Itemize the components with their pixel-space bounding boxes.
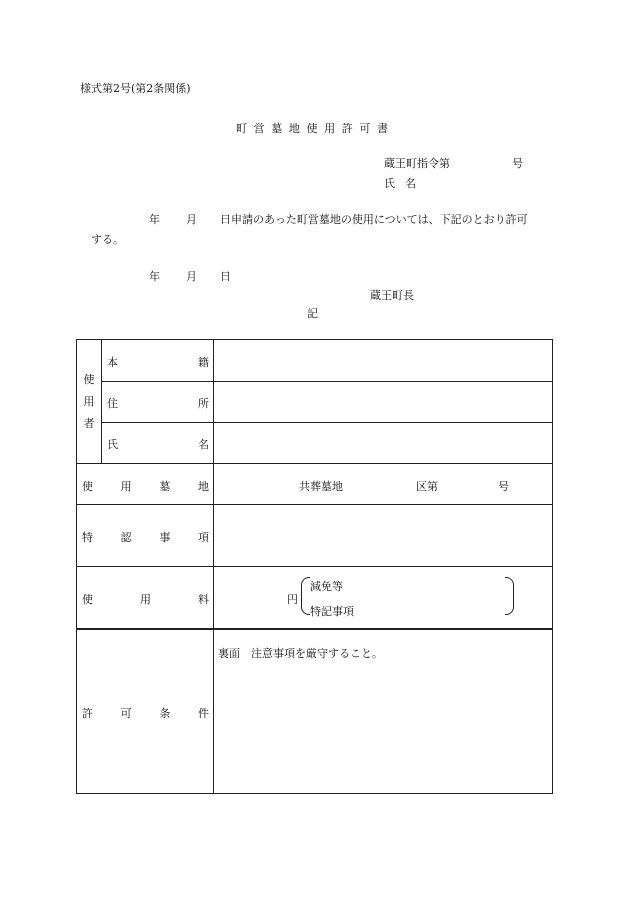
left-brace [301,577,310,615]
title-char: 可 [359,122,371,135]
fee-yen: 円 [287,593,298,606]
label-char: 件 [197,707,209,720]
row-divider [101,422,552,423]
label-char: 用 [120,480,132,493]
permit-number-prefix: 蔵王町指令第 [384,157,450,170]
label-char: 使 [82,480,93,493]
conditions-label [82,705,209,721]
name-char: 氏 [384,177,395,190]
label-char: 項 [197,531,209,544]
user-group-label [77,371,101,431]
col-divider [213,340,214,793]
recipient-name-label [384,175,416,191]
label-char: 条 [159,707,171,720]
body-month: 月 [186,213,197,226]
fee-special-note: 特記事項 [310,605,354,618]
special-approval-label [82,529,209,545]
permit-number-suffix: 号 [512,157,523,170]
label-char: 地 [197,480,209,493]
fee-label [82,591,209,607]
label-char: 籍 [198,356,209,369]
row-divider [77,566,552,567]
right-brace [505,577,514,615]
label-char: 料 [198,593,209,606]
title-char: 使 [306,122,318,135]
name-label [107,436,209,452]
row-divider [101,381,552,382]
title-char: 許 [341,122,353,135]
col-divider [101,340,102,463]
ki-heading: 記 [307,307,318,320]
label-char: 名 [198,438,209,451]
label-char: 許 [82,707,93,720]
body-text-line1: 日申請のあった町営墓地の使用については、下記のとおり許可 [220,213,528,226]
title-char: 地 [288,122,300,135]
user-group-char: 者 [83,417,95,430]
date-month: 月 [186,270,197,283]
label-char: 認 [120,531,132,544]
plot-shared-grave: 共葬墓地 [299,480,343,493]
row-divider [77,628,552,630]
row-divider [77,463,552,464]
label-char: 可 [120,707,132,720]
title-char: 書 [377,122,388,135]
issuer: 蔵王町長 [370,289,414,302]
plot-label [82,478,209,494]
label-char: 墓 [159,480,171,493]
label-char: 特 [82,531,93,544]
title-char: 営 [253,122,265,135]
label-char: 所 [198,397,209,410]
label-char: 事 [159,531,171,544]
fee-exemption: 減免等 [310,580,343,593]
address-label [107,395,209,411]
label-char: 用 [140,593,151,606]
user-group-char: 使 [83,373,95,386]
title-char: 町 [236,122,247,135]
body-text-line2: する。 [91,233,124,246]
label-char: 本 [107,356,118,369]
name-char: 名 [405,177,416,190]
user-group-char: 用 [83,395,95,408]
form-number: 様式第2号(第2条関係) [80,82,191,95]
label-char: 住 [107,397,118,410]
label-char: 使 [82,593,93,606]
date-year: 年 [149,270,160,283]
date-day: 日 [220,270,231,283]
permit-table [76,339,553,794]
row-divider [77,504,552,505]
plot-ku: 区第 [416,480,438,493]
body-year: 年 [149,213,160,226]
label-char: 氏 [107,438,118,451]
plot-go: 号 [498,480,509,493]
conditions-text: 裏面 注意事項を厳守すること。 [218,647,383,660]
honseki-label [107,354,209,370]
title-char: 用 [324,122,336,135]
title-char: 墓 [271,122,283,135]
document-title [236,120,388,136]
